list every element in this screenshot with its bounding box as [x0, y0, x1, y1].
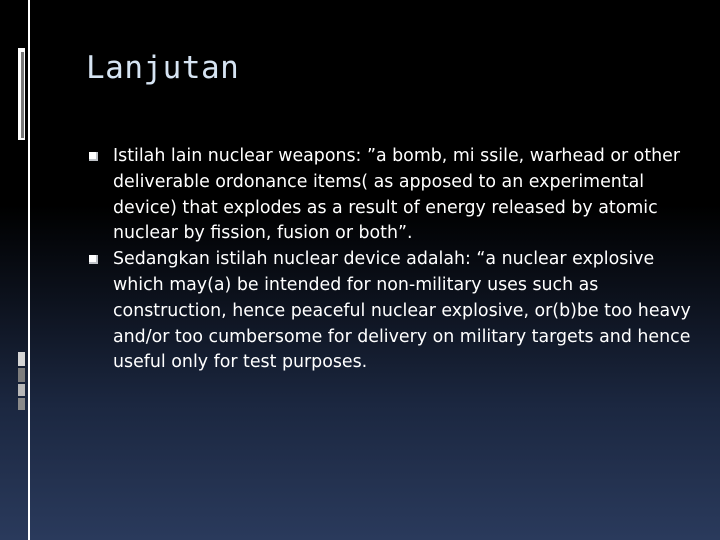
decor-stripe [18, 352, 25, 366]
bullet-text: Sedangkan istilah nuclear device adalah: “a nuclear explosive which may(a) be intended for non-military uses such as construction, hence peaceful nuclear explosive, or(b)be too heavy and/or too cumbersome for delivery on military targets and hence useful only for test purposes. [113, 249, 691, 373]
left-rule [28, 0, 30, 540]
square-bullet-icon [89, 152, 98, 161]
bullet-item [86, 247, 698, 376]
slide-title: Lanjutan [86, 50, 240, 86]
square-bullet-icon [89, 255, 98, 264]
decor-stripe [18, 384, 25, 396]
bullet-list [86, 144, 698, 376]
decor-stripe [18, 368, 25, 382]
decor-stripe [21, 52, 24, 138]
bullet-item [86, 144, 698, 247]
bullet-text: Istilah lain nuclear weapons: ”a bomb, mi ssile, warhead or other deliverable ordonance items( as apposed to an experimental device) that explodes as a result of energy released by atomic nuclear by fission, fusion or both”. [113, 146, 681, 244]
decor-stripe [18, 398, 25, 410]
